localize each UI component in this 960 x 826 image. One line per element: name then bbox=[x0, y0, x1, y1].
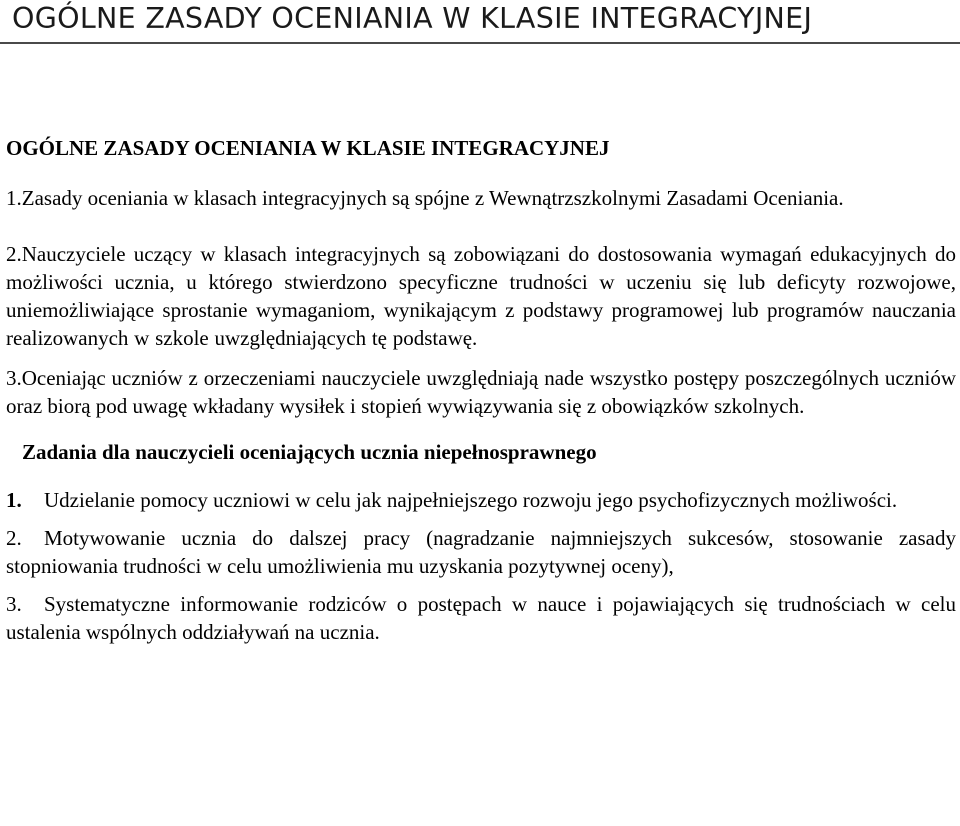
task-item-2 bbox=[6, 524, 956, 580]
task-item-1 bbox=[6, 486, 956, 514]
paragraph-3: 3.Oceniając uczniów z orzeczeniami nauczyciele uwzględniają nade wszystko postępy poszczególnych uczniów oraz biorą pod uwagę wkładany wysiłek i stopień wywiązywania się z obowiązków szkolnych. bbox=[6, 366, 956, 418]
task-number: 3. bbox=[6, 592, 22, 616]
task-item-3 bbox=[6, 590, 956, 646]
task-text: Systematyczne informowanie rodziców o postępach w nauce i pojawiających się trudnościach w celu ustalenia wspólnych oddziaływań na ucznia. bbox=[6, 592, 956, 644]
paragraph-1: 1.Zasady oceniania w klasach integracyjnych są spójne z Wewnątrzszkolnymi Zasadami Oceniania. bbox=[6, 186, 844, 210]
header-title: OGÓLNE ZASADY OCENIANIA W KLASIE INTEGRACYJNEJ bbox=[12, 2, 813, 35]
task-text: Udzielanie pomocy uczniowi w celu jak najpełniejszego rozwoju jego psychofizycznych możliwości. bbox=[44, 488, 898, 512]
task-text: Motywowanie ucznia do dalszej pracy (nagradzanie najmniejszych sukcesów, stosowanie zasady stopniowania trudności w celu umożliwienia mu uzyskania pozytywnej oceny), bbox=[6, 526, 956, 578]
document-title: OGÓLNE ZASADY OCENIANIA W KLASIE INTEGRACYJNEJ bbox=[6, 136, 610, 160]
page-header bbox=[0, 0, 960, 44]
task-number: 2. bbox=[6, 526, 22, 550]
task-number: 1. bbox=[6, 488, 22, 512]
document-body bbox=[6, 134, 956, 656]
paragraph-2: 2.Nauczyciele uczący w klasach integracyjnych są zobowiązani do dostosowania wymagań edukacyjnych do możliwości ucznia, u którego stwierdzono specyficzne trudności w uczeniu się lub deficyty rozwojowe, uniemożliwiające sprostanie wymaganiom, wynikającym z podstawy programowej lub programów nauczania realizowanych w szkole uwzględniających tę podstawę. bbox=[6, 242, 956, 350]
tasks-heading: Zadania dla nauczycieli oceniających ucznia niepełnosprawnego bbox=[22, 440, 597, 464]
